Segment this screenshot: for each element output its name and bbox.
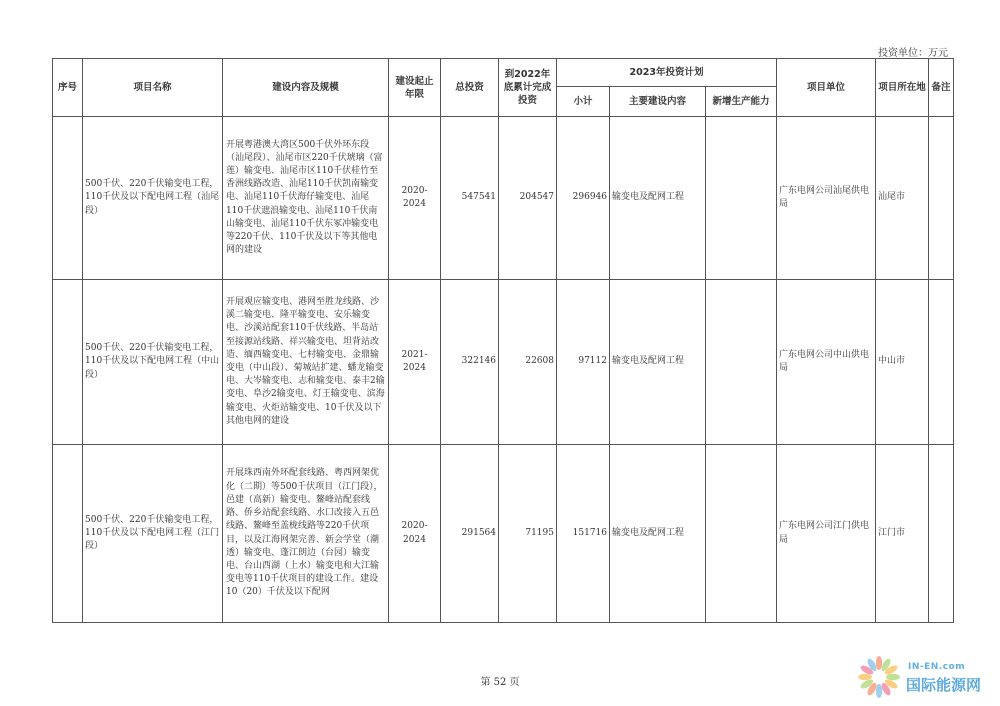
cell-main-content: 输变电及配网工程 — [610, 445, 706, 623]
cell-period: 2021-2024 — [389, 280, 441, 445]
header-project-name: 项目名称 — [83, 59, 223, 117]
cell-location: 汕尾市 — [876, 117, 929, 280]
cell-content: 开展粤港澳大湾区500千伏外环东段（汕尾段）、汕尾市区220千伏琥璃（富莲）输变电、汕尾市区110千伏桂竹至香洲线路改造、汕尾110千伏凯南输变电、汕尾110千伏海仔输变电、汕尾110千伏遮浪输变电、汕尾110千伏南山输变电、汕尾110千伏东冢冲输变电等220千伏、110千伏及以下等其他电网的建设 — [223, 117, 389, 280]
watermark-domain: IN-EN.com — [908, 662, 966, 672]
table-row — [53, 280, 954, 445]
investment-plan-table — [52, 58, 954, 623]
cell-total-investment: 291564 — [441, 445, 499, 623]
cell-project-unit: 广东电网公司江门供电局 — [777, 445, 876, 623]
cell-subtotal: 296946 — [557, 117, 610, 280]
cell-project-name: 500千伏、220千伏输变电工程，110千伏及以下配电网工程（中山段） — [83, 280, 223, 445]
petal-mark — [876, 684, 882, 698]
cell-location: 江门市 — [876, 445, 929, 623]
petal-mark — [886, 674, 900, 680]
cell-completed-investment: 22608 — [499, 280, 557, 445]
cell-project-unit: 广东电网公司汕尾供电局 — [777, 117, 876, 280]
table-row — [53, 117, 954, 280]
header-period: 建设起止年限 — [389, 59, 441, 117]
cell-completed-investment: 71195 — [499, 445, 557, 623]
header-subtotal: 小计 — [557, 87, 610, 117]
header-plan-2023: 2023年投资计划 — [557, 59, 777, 87]
header-seq: 序号 — [53, 59, 83, 117]
cell-period: 2020-2024 — [389, 117, 441, 280]
cell-project-unit: 广东电网公司中山供电局 — [777, 280, 876, 445]
table-row — [53, 445, 954, 623]
cell-completed-investment: 204547 — [499, 117, 557, 280]
header-new-capacity: 新增生产能力 — [706, 87, 777, 117]
header-location: 项目所在地 — [876, 59, 929, 117]
cell-content: 开展观应输变电、港网至胜龙线路、沙溪二输变电、隆平输变电、安乐输变电、沙溪站配套110千伏线路、半岛站至接源站线路、祥兴输变电、坦背站改造、缅西输变电、七村输变电、金鼎输变电（中山段）、菊城站扩建、蟠龙输变电、大岑输变电、志和输变电、泰丰2输变电、阜沙2输变电、灯王输变电、滨海输变电、火炬站输变电、10千伏及以下其他电网的建设 — [223, 280, 389, 445]
petal-mark — [876, 656, 882, 670]
cell-new-capacity — [706, 117, 777, 280]
cell-seq — [53, 445, 83, 623]
petal-mark — [858, 674, 872, 680]
watermark-name: 国际能源网 — [906, 676, 982, 694]
cell-remark — [929, 280, 954, 445]
cell-seq — [53, 117, 83, 280]
cell-period: 2020-2024 — [389, 445, 441, 623]
header-total-investment: 总投资 — [441, 59, 499, 117]
watermark-logo — [852, 650, 997, 702]
page-number: 第 52 页 — [480, 677, 520, 688]
cell-remark — [929, 117, 954, 280]
cell-main-content: 输变电及配网工程 — [610, 117, 706, 280]
cell-subtotal: 97112 — [557, 280, 610, 445]
cell-new-capacity — [706, 445, 777, 623]
header-remark: 备注 — [929, 59, 954, 117]
investment-unit-note: 投资单位：万元 — [878, 48, 948, 59]
sun-flower-icon — [852, 650, 906, 702]
cell-project-name: 500千伏、220千伏输变电工程，110千伏及以下配电网工程（汕尾段） — [83, 117, 223, 280]
cell-remark — [929, 445, 954, 623]
cell-subtotal: 151716 — [557, 445, 610, 623]
header-project-unit: 项目单位 — [777, 59, 876, 117]
cell-main-content: 输变电及配网工程 — [610, 280, 706, 445]
cell-project-name: 500千伏、220千伏输变电工程，110千伏及以下配电网工程（江门段） — [83, 445, 223, 623]
cell-new-capacity — [706, 280, 777, 445]
cell-total-investment: 322146 — [441, 280, 499, 445]
cell-content: 开展珠西南外环配套线路、粤西网架优化（二期）等500千伏项目（江门段），邑建（高新）输变电、鳌峰站配套线路、侨乡站配套线路、水口改接入五邑线路、鳌峰至盖栊线路等220千伏项目，以及江海网架完善、新会学堂（潮透）输变电、蓬江朗边（台园）输变电、台山西湖（上水）输变电和大江输变电等110千伏项目的建设工作。建设10（20）千伏及以下配网 — [223, 445, 389, 623]
cell-location: 中山市 — [876, 280, 929, 445]
cell-seq — [53, 280, 83, 445]
header-main-content: 主要建设内容 — [610, 87, 706, 117]
header-content: 建设内容及规模 — [223, 59, 389, 117]
header-completed-investment: 到2022年底累计完成投资 — [499, 59, 557, 117]
cell-total-investment: 547541 — [441, 117, 499, 280]
